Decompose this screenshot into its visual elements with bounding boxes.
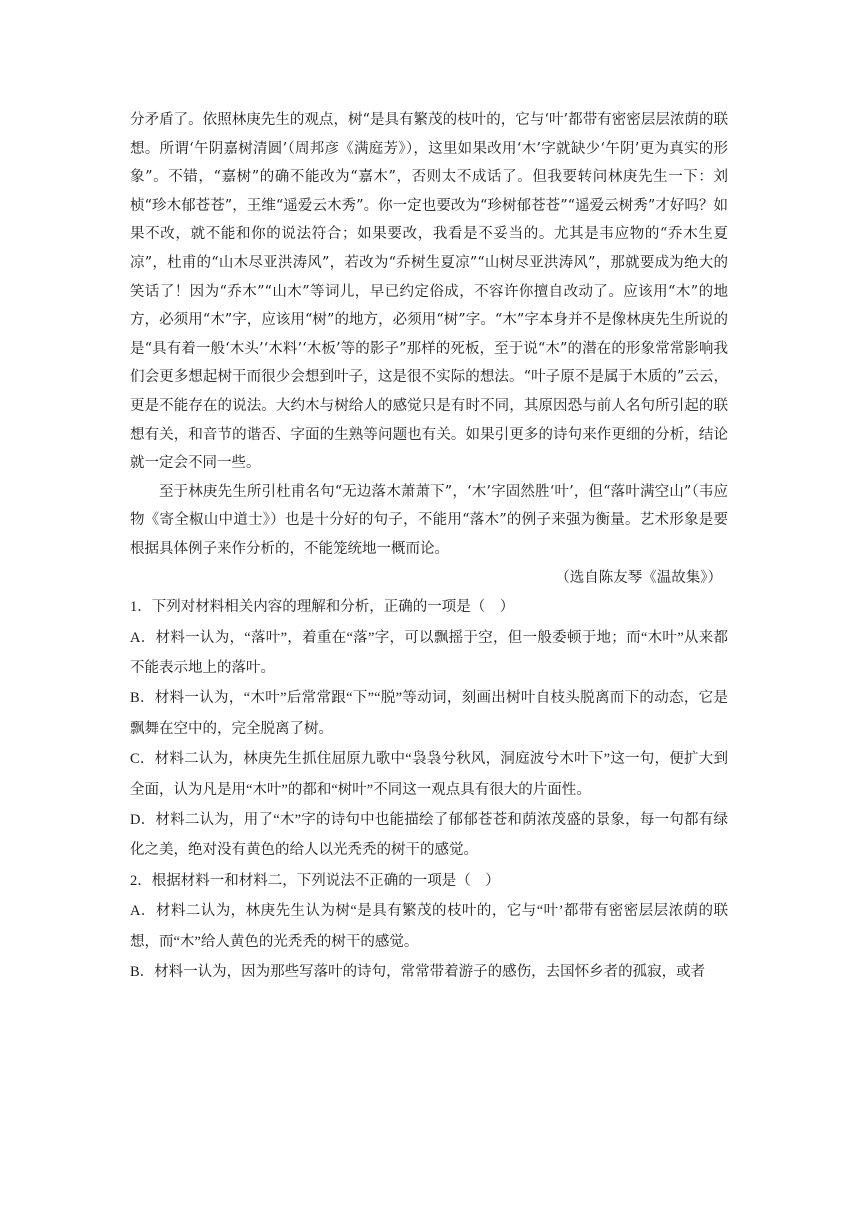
passage-paragraph-1: 分矛盾了。依照林庚先生的观点，树“是具有繁茂的枝叶的，它与‘叶’都带有密密层层浓荫的联想。所谓‘午阴嘉树清圆’（周邦彦《满庭芳》），这里如果改用‘木’字就缺少‘午阴’更为真实的形象”。不错，“嘉树”的确不能改为“嘉木”，否则太不成话了。但我要转问林庚先生一下：刘桢“珍木郁苍苍”，王维“遥爱云木秀”。你一定也要改为“珍树郁苍苍”“遥爱云树秀”才好吗？如果不改，就不能和你的说法符合；如果要改，我看是不妥当的。尤其是韦应物的“乔木生夏凉”，杜甫的“山木尽亚洪涛风”，若改为“乔树生夏凉”“山树尽亚洪涛风”，那就要成为绝大的笑话了！因为“乔木”“山木”等词儿，早已约定俗成，不容许你擅自改动了。应该用“木”的地方，必须用“木”字，应该用“树”的地方，必须用“树”字。“木”字本身并不是像林庚先生所说的是“具有着一般‘木头’‘木料’‘木板’等的影子”那样的死板，至于说“木”的潜在的形象常常影响我们会更多想起树干而很少会想到叶子，这是很不实际的想法。“叶子原不是属于木质的”云云，更是不能存在的说法。大约木与树给人的感觉只是有时不同，其原因恐与前人名句所引起的联想有关，和音节的谐否、字面的生熟等问题也有关。如果引更多的诗句来作更细的分析，结论就一定会不同一些。 <box>130 112 728 472</box>
option-b: B．材料一认为，“木叶”后常常跟“下”“脱”等动词，刻画出树叶自枝头脱离而下的动态，它是飘舞在空中的，完全脱离了树。 <box>130 690 728 737</box>
passage-source: （选自陈友琴《温故集》） <box>555 569 722 586</box>
option-d: D．材料二认为，用了“木”字的诗句中也能描绘了郁郁苍苍和荫浓茂盛的景象，每一句都有绿化之美，绝对没有黄色的给人以光秃秃的树干的感觉。 <box>130 811 728 859</box>
option-a: A．材料二认为，林庚先生认为树“是具有繁茂的枝叶的，它与“叶’都带有密密层层浓荫的联想，而“木”给人黄色的光秃秃的树干的感觉。 <box>130 903 728 950</box>
option-b: B．材料一认为，因为那些写落叶的诗句，常常带着游子的感伤，去国怀乡者的孤寂，或者 <box>130 963 706 980</box>
document-page <box>130 106 728 987</box>
option-a: A．材料一认为，“落叶”，着重在“落”字，可以飘摇于空，但一般委顿于地；而“木叶”从来都不能表示地上的落叶。 <box>130 629 728 676</box>
question-2 <box>130 866 728 988</box>
question-1 <box>130 592 728 866</box>
option-c: C．材料二认为，林庚先生抓住屈原九歌中“袅袅兮秋风，洞庭波兮木叶下”这一句，便扩大到全面，认为凡是用“木叶”的都和“树叶”不同这一观点具有很大的片面性。 <box>130 751 728 798</box>
passage-paragraph-2: 至于林庚先生所引杜甫名句“无边落木萧萧下”，‘木’字固然胜‘叶’，但“落叶满空山”（韦应物《寄全椒山中道士》）也是十分好的句子，不能用“落木”的例子来强为衡量。艺术形象是要根据具体例子来作分析的，不能笼统地一概而论。 <box>130 483 728 557</box>
question-stem: 1．下列对材料相关内容的理解和分析，正确的一项是（ ） <box>130 599 515 616</box>
question-stem: 2．根据材料一和材料二，下列说法不正确的一项是（ ） <box>130 872 500 889</box>
